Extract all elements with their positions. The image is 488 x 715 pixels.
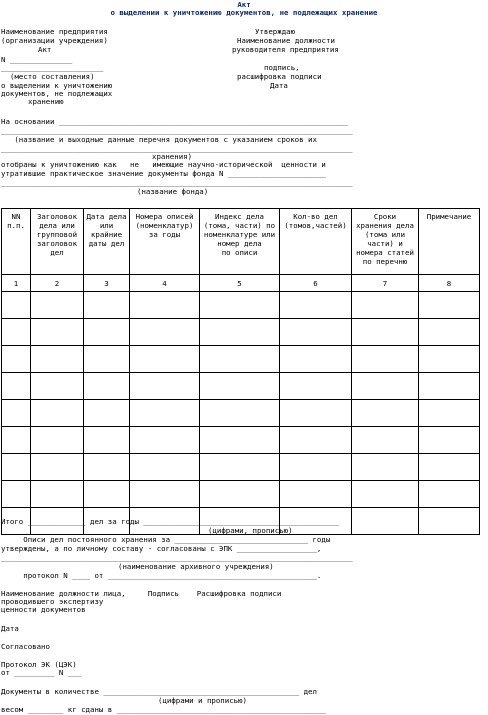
approved-line: утверждены, а по личному составу - согласованы с ЭПК __________________, — [1, 544, 322, 553]
documents-table — [1, 208, 480, 535]
basis-line: На основании _________________________________________________________________ — [1, 117, 349, 126]
table-cell[interactable] — [280, 427, 352, 454]
table-cell[interactable] — [84, 427, 130, 454]
act-label: Акт — [38, 45, 52, 54]
expert-position-row-2: проводившего экспертизу — [1, 597, 104, 606]
table-cell[interactable] — [31, 319, 84, 346]
table-cell[interactable] — [84, 346, 130, 373]
table-cell[interactable] — [200, 481, 280, 508]
basis-line-4: отобраны к уничтожению как не имеющие научно-исторической ценности и — [1, 160, 326, 169]
table-cell[interactable] — [130, 427, 200, 454]
table-cell[interactable] — [419, 346, 480, 373]
documents-count-hint: (цифрами и прописью) — [158, 696, 247, 705]
total-hint: (цифрами, прописью) — [208, 526, 293, 535]
about-line-2: документов, не подлежащих — [1, 89, 113, 98]
table-row — [2, 481, 480, 508]
table-cell[interactable] — [419, 508, 480, 535]
table-cell[interactable] — [84, 292, 130, 319]
table-cell[interactable] — [130, 454, 200, 481]
table-cell[interactable] — [200, 427, 280, 454]
col-header-count: Кол-во дел (томов,частей) — [280, 209, 352, 275]
basis-line-3: _______________________________________________________________________________ — [1, 144, 353, 153]
table-cell[interactable] — [200, 292, 280, 319]
table-cell[interactable] — [352, 481, 419, 508]
basis-hint-1: (название и выходные данные перечня документов с указанием сроков их — [1, 135, 317, 144]
col-header-index: Индекс дела (тома, части) по номенклатуре или номер дела по описи — [200, 209, 280, 275]
expert-position-row: Наименование должности лица, Подпись Расшифровка подписи — [1, 589, 282, 598]
table-cell[interactable] — [352, 319, 419, 346]
table-cell[interactable] — [130, 292, 200, 319]
table-header-row — [2, 209, 480, 275]
act-number-field: N ______________ — [1, 55, 73, 64]
col-header-retention: Сроки хранения дела (тома или части) и номера статей по перечню — [352, 209, 419, 275]
table-cell[interactable] — [352, 346, 419, 373]
archive-hint: (наименование архивного учреждения) — [118, 562, 274, 571]
permanent-inventory-line: Описи дел постоянного хранения за ______________________________ годы — [1, 535, 331, 544]
documents-count-line: Документы в количестве ____________________________________________ дел — [1, 687, 317, 696]
table-cell[interactable] — [31, 400, 84, 427]
fund-name-hint: (название фонда) — [137, 187, 209, 196]
table-cell[interactable] — [352, 400, 419, 427]
table-cell[interactable] — [31, 373, 84, 400]
table-row — [2, 454, 480, 481]
table-cell[interactable] — [280, 346, 352, 373]
table-cell[interactable] — [419, 454, 480, 481]
basis-hint-2: хранения) — [152, 152, 193, 161]
table-cell[interactable] — [280, 373, 352, 400]
place-line: _______________________ — [1, 63, 104, 72]
expert-position-row-3: ценности документов — [1, 605, 86, 614]
place-label: (место составления) — [10, 72, 95, 81]
table-cell[interactable] — [419, 400, 480, 427]
total-line: Итого _____________ дел за годы ____________________________________________ — [1, 517, 340, 526]
table-cell[interactable] — [2, 292, 31, 319]
basis-line-6: _______________________________________________________________________________ — [1, 178, 353, 187]
signature-label: подпись, — [264, 63, 300, 72]
basis-line-5: утратившие практическое значение документы фонда N ______________________ — [1, 169, 326, 178]
table-row — [2, 373, 480, 400]
col-header-note: Примечание — [419, 209, 480, 275]
table-cell[interactable] — [419, 319, 480, 346]
ek-protocol-label: Протокол ЭК (ЦЭК) — [1, 660, 77, 669]
table-cell[interactable] — [2, 346, 31, 373]
table-cell[interactable] — [31, 427, 84, 454]
table-cell[interactable] — [280, 319, 352, 346]
table-cell[interactable] — [2, 319, 31, 346]
table-row — [2, 400, 480, 427]
col-number: 1 — [2, 275, 31, 292]
table-cell[interactable] — [130, 346, 200, 373]
weight-line: весом ________ кг сданы в _______________________________________________ — [1, 705, 326, 714]
table-cell[interactable] — [352, 454, 419, 481]
col-header-title: Заголовок дела или групповой заголовок дел — [31, 209, 84, 275]
col-number: 4 — [130, 275, 200, 292]
table-cell[interactable] — [419, 373, 480, 400]
table-cell[interactable] — [31, 454, 84, 481]
table-cell[interactable] — [280, 454, 352, 481]
col-number: 6 — [280, 275, 352, 292]
act-subtitle: о выделении к уничтожению документов, не подлежащих хранение — [110, 8, 378, 17]
table-cell[interactable] — [84, 481, 130, 508]
table-cell[interactable] — [280, 400, 352, 427]
approve-label: Утверждаю — [255, 27, 296, 36]
protocol-line: протокол N ____ от _______________________________________________. — [1, 571, 322, 580]
position-label-2: руководителя предприятия — [232, 45, 339, 54]
table-cell[interactable] — [280, 481, 352, 508]
approve-date-label: Дата — [270, 81, 288, 90]
ek-protocol-date: от _________ N ___ — [1, 668, 82, 677]
col-header-number: NN п.п. — [2, 209, 31, 275]
about-line-1: о выделении к уничтожению — [1, 81, 113, 90]
about-line-3: хранению — [28, 97, 64, 106]
table-cell[interactable] — [130, 373, 200, 400]
col-number: 7 — [352, 275, 419, 292]
table-cell[interactable] — [200, 373, 280, 400]
col-number: 5 — [200, 275, 280, 292]
col-number: 8 — [419, 275, 480, 292]
table-row — [2, 427, 480, 454]
table-cell[interactable] — [2, 400, 31, 427]
col-number: 3 — [84, 275, 130, 292]
table-cell[interactable] — [130, 400, 200, 427]
table-cell[interactable] — [352, 292, 419, 319]
table-cell[interactable] — [84, 400, 130, 427]
table-cell[interactable] — [31, 292, 84, 319]
table-cell[interactable] — [31, 481, 84, 508]
table-row — [2, 319, 480, 346]
table-cell[interactable] — [84, 319, 130, 346]
table-cell[interactable] — [352, 427, 419, 454]
table-cell[interactable] — [200, 454, 280, 481]
col-number: 2 — [31, 275, 84, 292]
table-cell[interactable] — [84, 454, 130, 481]
table-cell[interactable] — [200, 400, 280, 427]
signature-decode-label: расшифровка подписи — [237, 72, 322, 81]
act-title: Акт — [237, 0, 251, 9]
table-cell[interactable] — [200, 319, 280, 346]
table-cell[interactable] — [419, 481, 480, 508]
table-row — [2, 292, 480, 319]
table-cell[interactable] — [2, 427, 31, 454]
table-cell[interactable] — [2, 481, 31, 508]
table-cell[interactable] — [352, 508, 419, 535]
table-cell[interactable] — [352, 373, 419, 400]
archive-line: _______________________________________________________________________________ — [1, 553, 353, 562]
table-cell[interactable] — [84, 373, 130, 400]
table-cell[interactable] — [419, 427, 480, 454]
table-cell[interactable] — [419, 292, 480, 319]
table-number-row — [2, 275, 480, 292]
table-cell[interactable] — [31, 346, 84, 373]
col-header-inventory: Номера описей (номенклатур) за годы — [130, 209, 200, 275]
table-row — [2, 346, 480, 373]
position-label-1: Наименование должности — [237, 36, 335, 45]
table-cell[interactable] — [130, 481, 200, 508]
table-cell[interactable] — [280, 292, 352, 319]
org-type-label: (организации учреждения) — [1, 36, 108, 45]
org-name-label: Наименование предприятия — [1, 27, 108, 36]
col-header-date: Дата дела или крайние даты дел — [84, 209, 130, 275]
basis-line-2: _______________________________________________________________________________ — [1, 126, 353, 135]
table-cell[interactable] — [130, 319, 200, 346]
table-cell[interactable] — [2, 373, 31, 400]
table-cell[interactable] — [2, 454, 31, 481]
footer-date-label: Дата — [1, 624, 19, 633]
agreed-label: Согласовано — [1, 642, 50, 651]
table-cell[interactable] — [200, 346, 280, 373]
